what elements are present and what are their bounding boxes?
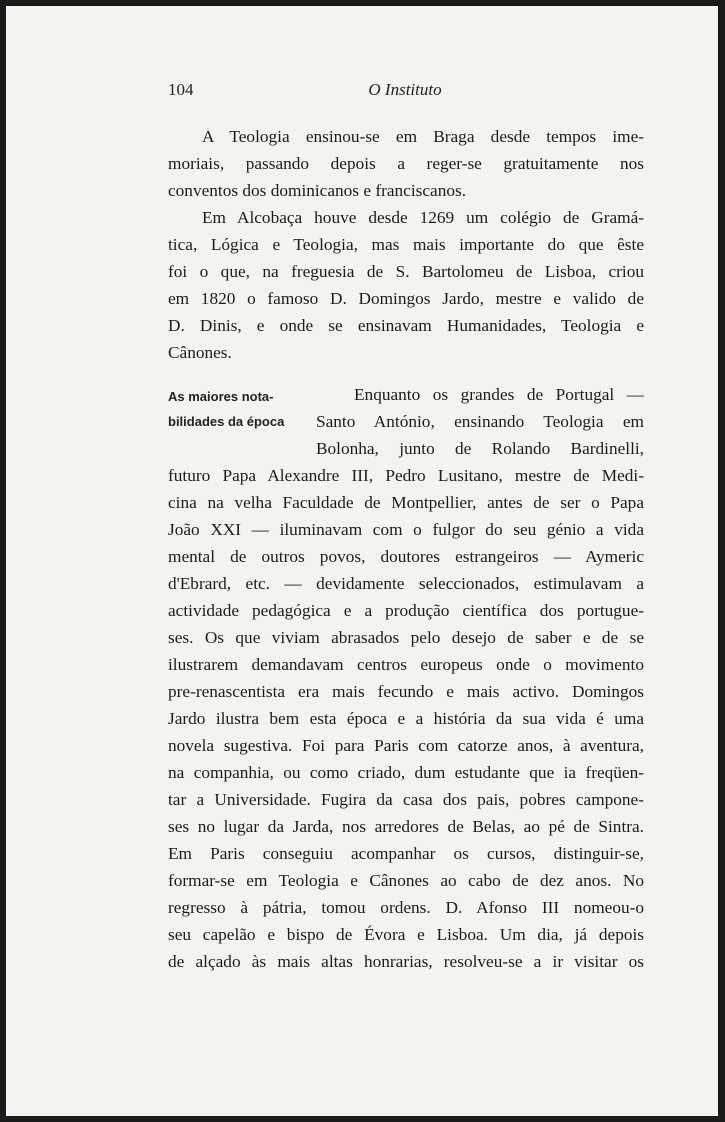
- text-line: Jardo ilustra bem esta época e a história da sua vida é uma: [168, 709, 644, 728]
- text-line: tica, Lógica e Teologia, mas mais importante do que êste: [168, 235, 644, 254]
- text-line: tar a Universidade. Fugira da casa dos pais, pobres campone-: [168, 790, 644, 809]
- text-line: cina na velha Faculdade de Montpellier, antes de ser o Papa: [168, 493, 644, 512]
- text-line: em 1820 o famoso D. Domingos Jardo, mestre e valido de: [168, 289, 644, 308]
- text-line: Bolonha, junto de Rolando Bardinelli,: [316, 439, 644, 458]
- text-line: novela sugestiva. Foi para Paris com catorze anos, à aventura,: [168, 736, 644, 755]
- text-line: Cânones.: [168, 343, 232, 362]
- text-line: futuro Papa Alexandre III, Pedro Lusitano, mestre de Medi-: [168, 466, 644, 485]
- text-line: Santo António, ensinando Teologia em: [316, 412, 644, 431]
- margin-note-line: bilidades da época: [168, 414, 285, 429]
- text-line: formar-se em Teologia e Cânones ao cabo de dez anos. No: [168, 871, 644, 890]
- running-title: O Instituto: [368, 80, 442, 99]
- margin-note-line: As maiores nota-: [168, 389, 274, 404]
- text-line: actividade pedagógica e a produção científica dos portugue-: [168, 601, 644, 620]
- text-line: foi o que, na freguesia de S. Bartolomeu de Lisboa, criou: [168, 262, 644, 281]
- text-line: conventos dos dominicanos e franciscanos.: [168, 181, 467, 200]
- page-header: [168, 80, 642, 104]
- text-line: Em Paris conseguiu acompanhar os cursos, distinguir-se,: [168, 844, 644, 863]
- text-line: Em Alcobaça houve desde 1269 um colégio de Gramá-: [202, 208, 644, 227]
- page-number: 104: [168, 80, 194, 99]
- text-line: moriais, passando depois a reger-se gratuitamente nos: [168, 154, 644, 173]
- text-line: pre-renascentista era mais fecundo e mais activo. Domingos: [168, 682, 644, 701]
- text-line: de alçado às mais altas honrarias, resolveu-se a ir visitar os: [168, 952, 644, 971]
- text-line: na companhia, ou como criado, dum estudante que ia freqüen-: [168, 763, 644, 782]
- text-line: regresso à pátria, tomou ordens. D. Afonso III nomeou-o: [168, 898, 644, 917]
- text-line: Enquanto os grandes de Portugal —: [354, 385, 644, 404]
- book-page: [6, 6, 718, 1116]
- text-line: ses no lugar da Jarda, nos arredores de Belas, ao pé de Sintra.: [168, 817, 644, 836]
- text-line: d'Ebrard, etc. — devidamente seleccionados, estimulavam a: [168, 574, 644, 593]
- text-line: mental de outros povos, doutores estrangeiros — Aymeric: [168, 547, 644, 566]
- text-line: seu capelão e bispo de Évora e Lisboa. Um dia, já depois: [168, 925, 644, 944]
- text-line: D. Dinis, e onde se ensinavam Humanidades, Teologia e: [168, 316, 644, 335]
- text-line: A Teologia ensinou-se em Braga desde tempos ime-: [202, 127, 644, 146]
- text-line: ses. Os que viviam abrasados pelo desejo de saber e de se: [168, 628, 644, 647]
- text-line: João XXI — iluminavam com o fulgor do seu génio a vida: [168, 520, 644, 539]
- text-line: ilustrarem demandavam centros europeus onde o movimento: [168, 655, 644, 674]
